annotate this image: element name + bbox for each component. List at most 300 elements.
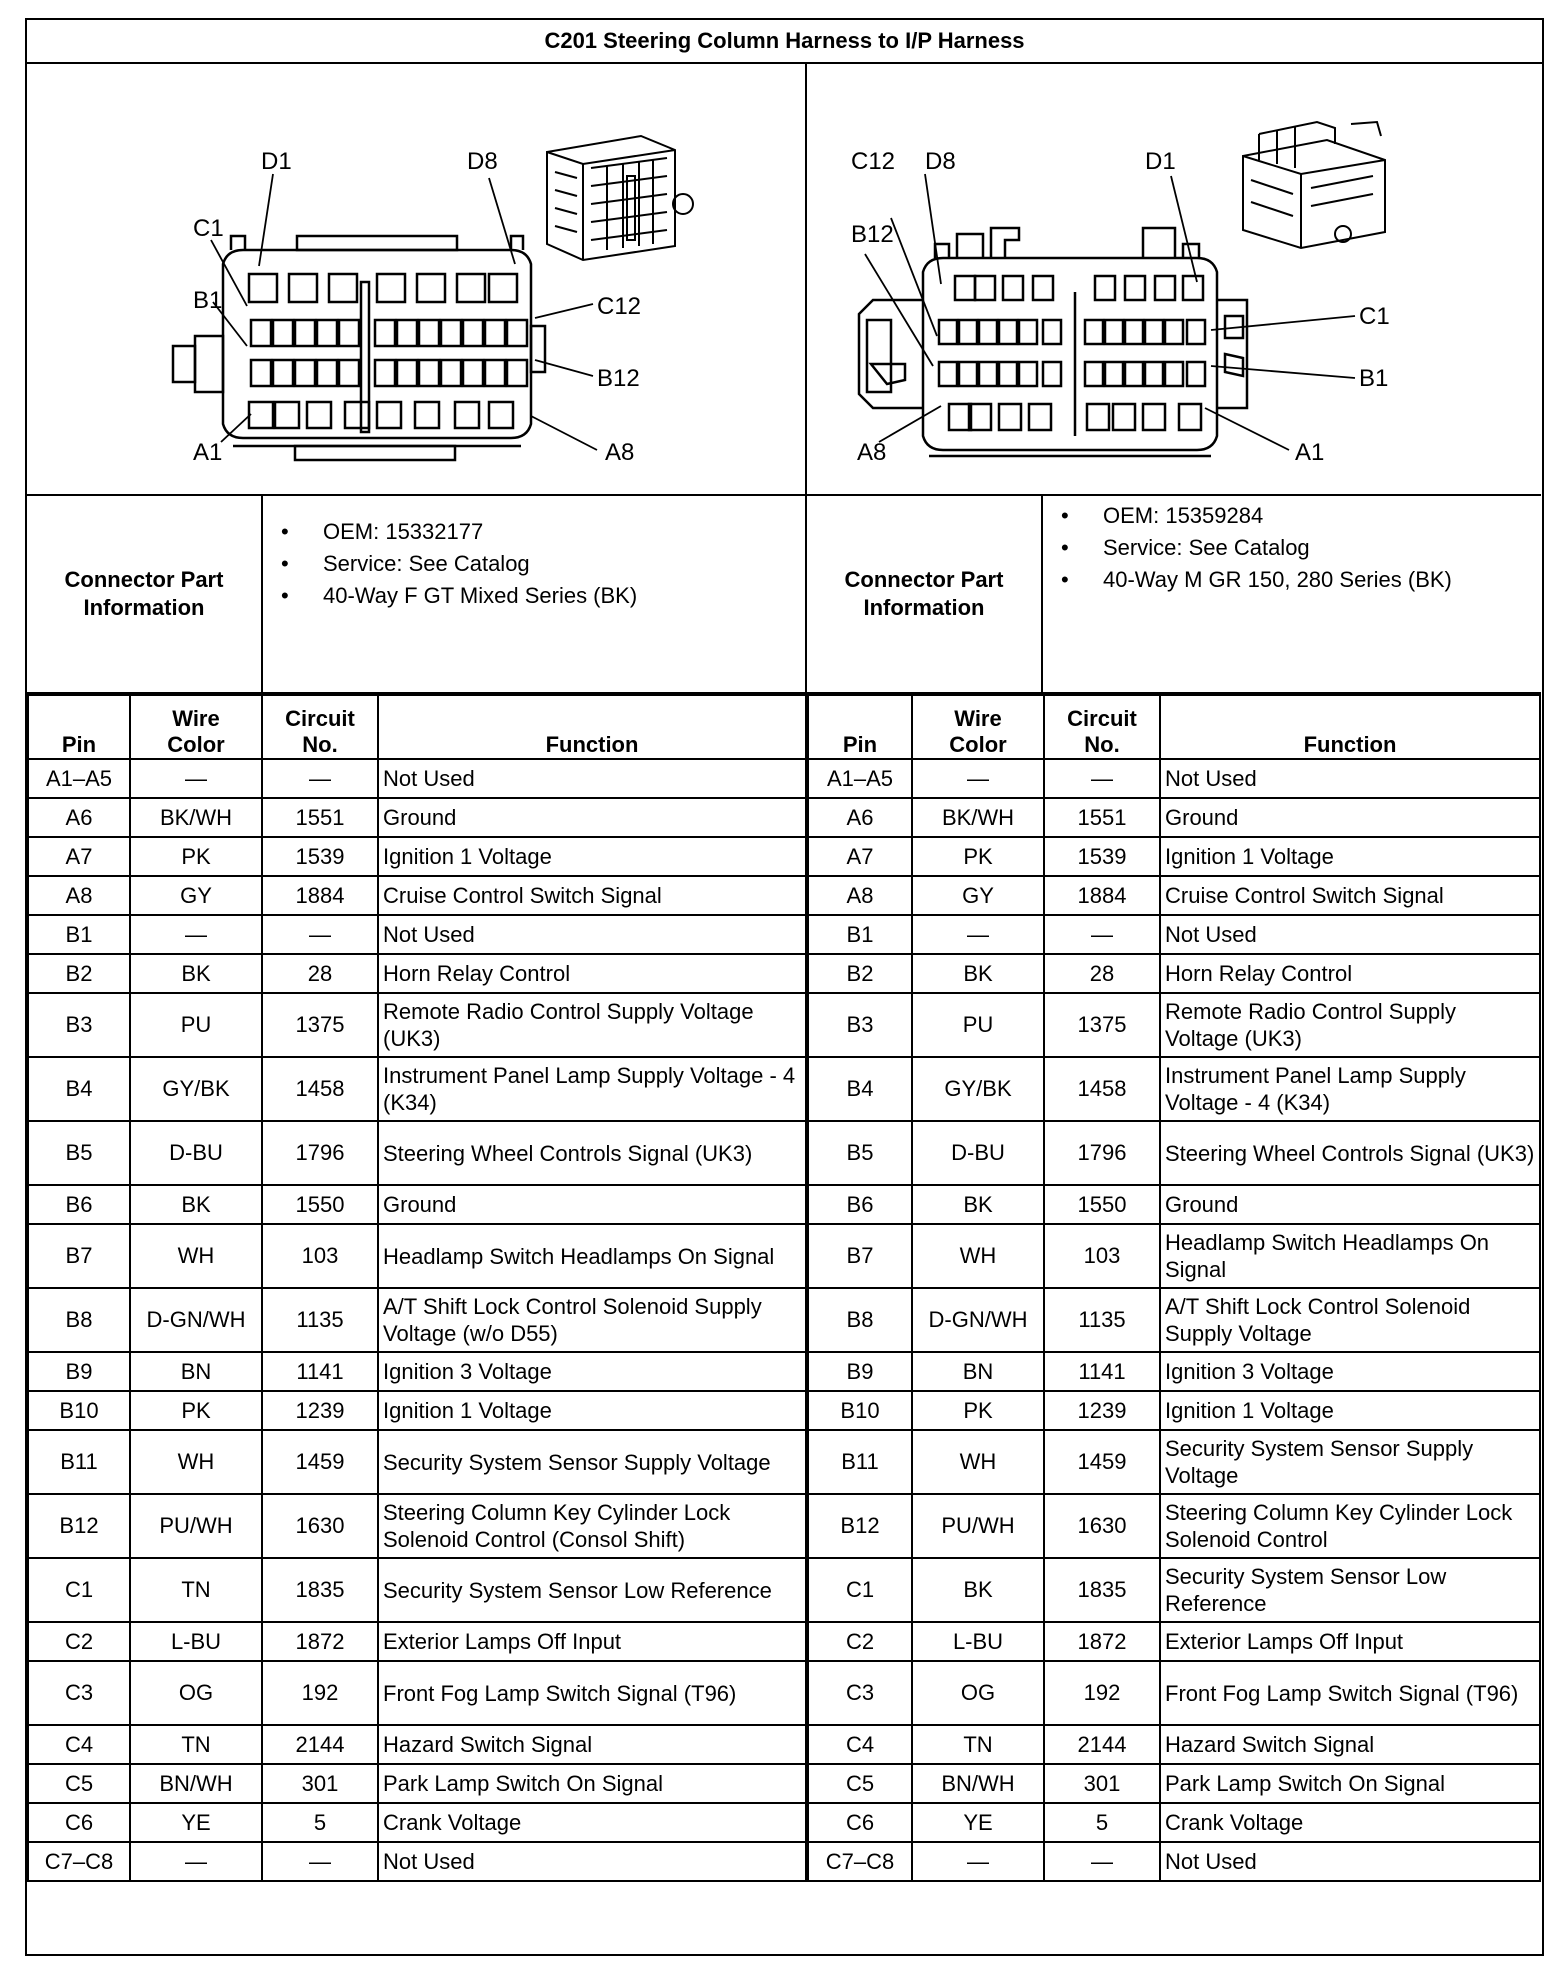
table-row [808, 1803, 1540, 1842]
table-row [28, 1057, 806, 1121]
r-cavity-d6 [1125, 276, 1145, 300]
cavity-d1 [249, 274, 277, 302]
left-connector-diagram [27, 64, 807, 494]
right-pin-cell: C6 [808, 1803, 912, 1842]
right-pin-cell: C7–C8 [808, 1842, 912, 1881]
right-function-cell: Ground [1160, 798, 1540, 837]
left-function-cell: Hazard Switch Signal [378, 1725, 806, 1764]
left-pin-cell: A1–A5 [28, 759, 130, 798]
left-function-cell: Remote Radio Control Supply Voltage (UK3) [378, 993, 806, 1057]
pin-label-b12: B12 [597, 365, 640, 392]
left-circuit-cell: 1796 [262, 1121, 378, 1185]
left-circuit-cell: — [262, 915, 378, 954]
right-circuit-cell: 2144 [1044, 1725, 1160, 1764]
left-function-cell: Ignition 1 Voltage [378, 1391, 806, 1430]
right-function-cell: Hazard Switch Signal [1160, 1725, 1540, 1764]
right-function-cell: Security System Sensor Supply Voltage [1160, 1430, 1540, 1494]
left-circuit-cell: 301 [262, 1764, 378, 1803]
r-pin-label-b12: B12 [851, 221, 894, 248]
table-row [28, 1842, 806, 1881]
table-row [808, 1661, 1540, 1725]
r-cavity-c4 [999, 320, 1017, 344]
cavity-c12 [507, 320, 527, 346]
table-row [28, 1725, 806, 1764]
table-row [808, 798, 1540, 837]
left-function-cell: Ignition 3 Voltage [378, 1352, 806, 1391]
right-pin-cell: B12 [808, 1494, 912, 1558]
right-circuit-cell: 1630 [1044, 1494, 1160, 1558]
left-pin-cell: B1 [28, 915, 130, 954]
cavity-d3 [329, 274, 357, 302]
r-cavity-d3 [1003, 276, 1023, 300]
left-header-circuit-l2: No. [302, 732, 338, 757]
left-circuit-cell: 1239 [262, 1391, 378, 1430]
r-cavity-b8 [1105, 362, 1123, 386]
right-wire-color-cell: BN [912, 1352, 1044, 1391]
right-circuit-cell: 301 [1044, 1764, 1160, 1803]
left-function-cell: Ignition 1 Voltage [378, 837, 806, 876]
r-cavity-b10 [1145, 362, 1163, 386]
cavity-a5 [377, 402, 401, 428]
right-pin-cell: B1 [808, 915, 912, 954]
right-header-circuit [1044, 695, 1160, 759]
r-cavity-a5 [1087, 404, 1109, 430]
left-function-cell: A/T Shift Lock Control Solenoid Supply Voltage (w/o D55) [378, 1288, 806, 1352]
left-circuit-cell: 1630 [262, 1494, 378, 1558]
table-row [808, 1622, 1540, 1661]
right-wire-color-cell: PU/WH [912, 1494, 1044, 1558]
cavity-a4 [345, 402, 369, 428]
right-wire-color-cell: TN [912, 1725, 1044, 1764]
left-pin-cell: B7 [28, 1224, 130, 1288]
r-cavity-b7 [1085, 362, 1103, 386]
right-header-pin: Pin [808, 695, 912, 759]
table-row [808, 837, 1540, 876]
table-row [28, 1622, 806, 1661]
right-wire-color-cell: BK/WH [912, 798, 1044, 837]
table-row [808, 1224, 1540, 1288]
right-wire-color-cell: BK [912, 1558, 1044, 1622]
right-header-function: Function [1160, 695, 1540, 759]
r-cavity-d4 [1033, 276, 1053, 300]
table-row [28, 837, 806, 876]
left-wire-color-cell: — [130, 759, 262, 798]
r-cavity-a8 [1179, 404, 1201, 430]
right-wire-color-cell: BK [912, 1185, 1044, 1224]
left-pin-cell: C4 [28, 1725, 130, 1764]
table-row [28, 1494, 806, 1558]
r-pin-label-d8: D8 [925, 148, 956, 175]
cavity-d4 [377, 274, 405, 302]
right-function-cell: Not Used [1160, 915, 1540, 954]
left-header-function: Function [378, 695, 806, 759]
right-info-description: • 40-Way M GR 150, 280 Series (BK) [1047, 564, 1517, 596]
r-cavity-d5 [1095, 276, 1115, 300]
left-function-cell: Not Used [378, 1842, 806, 1881]
left-wire-color-cell: BK [130, 954, 262, 993]
r-cavity-b1 [939, 362, 957, 386]
right-function-cell: Remote Radio Control Supply Voltage (UK3) [1160, 993, 1540, 1057]
r-cavity-d2 [975, 276, 995, 300]
left-pin-cell: C6 [28, 1803, 130, 1842]
left-wire-color-cell: L-BU [130, 1622, 262, 1661]
left-header-circuit-l1: Circuit [285, 706, 355, 731]
left-connector-panel [27, 64, 807, 496]
r-cavity-c8 [1105, 320, 1123, 344]
cavity-d6 [457, 274, 485, 302]
right-pin-cell: A8 [808, 876, 912, 915]
left-connector-cavities [249, 274, 527, 428]
left-info-oem: • OEM: 15332177 [267, 516, 787, 548]
left-circuit-cell: 2144 [262, 1725, 378, 1764]
table-row [808, 1185, 1540, 1224]
right-header-circuit-l1: Circuit [1067, 706, 1137, 731]
table-row [28, 1121, 806, 1185]
cavity-b6 [375, 360, 395, 386]
r-cavity-a4 [1029, 404, 1051, 430]
left-wire-color-cell: OG [130, 1661, 262, 1725]
left-info-description: • 40-Way F GT Mixed Series (BK) [267, 580, 787, 612]
table-row [808, 915, 1540, 954]
left-function-cell: Ground [378, 1185, 806, 1224]
r-cavity-b2 [959, 362, 977, 386]
left-pin-cell: B2 [28, 954, 130, 993]
right-wire-color-cell: PK [912, 1391, 1044, 1430]
right-function-cell: Security System Sensor Low Reference [1160, 1558, 1540, 1622]
r-cavity-b12 [1187, 362, 1205, 386]
left-pin-cell: B8 [28, 1288, 130, 1352]
right-circuit-cell: 1539 [1044, 837, 1160, 876]
table-row [28, 1661, 806, 1725]
cavity-b11 [485, 360, 505, 386]
right-pin-cell: B8 [808, 1288, 912, 1352]
right-circuit-cell: 1872 [1044, 1622, 1160, 1661]
right-wire-color-cell: PU [912, 993, 1044, 1057]
r-pin-label-a1: A1 [1295, 439, 1325, 466]
right-function-cell: Instrument Panel Lamp Supply Voltage - 4 (K34) [1160, 1057, 1540, 1121]
right-wire-color-cell: — [912, 915, 1044, 954]
left-connector-illustration [547, 136, 693, 260]
left-function-cell: Exterior Lamps Off Input [378, 1622, 806, 1661]
left-circuit-cell: 1459 [262, 1430, 378, 1494]
left-function-cell: Not Used [378, 759, 806, 798]
right-pin-cell: A6 [808, 798, 912, 837]
r-leader-c1 [1211, 316, 1355, 330]
left-wire-color-cell: PU [130, 993, 262, 1057]
left-header-circuit [262, 695, 378, 759]
cavity-a3 [307, 402, 331, 428]
right-function-cell: Not Used [1160, 1842, 1540, 1881]
cavity-c7 [397, 320, 417, 346]
left-circuit-cell: 1551 [262, 798, 378, 837]
cavity-d7 [489, 274, 517, 302]
cavity-b1 [251, 360, 271, 386]
right-function-cell: Park Lamp Switch On Signal [1160, 1764, 1540, 1803]
r-cavity-c1 [939, 320, 957, 344]
r-cavity-c9 [1125, 320, 1143, 344]
right-function-cell: Horn Relay Control [1160, 954, 1540, 993]
left-wire-color-cell: BK [130, 1185, 262, 1224]
left-function-cell: Ground [378, 798, 806, 837]
right-function-cell: Steering Wheel Controls Signal (UK3) [1160, 1121, 1540, 1185]
cavity-a2 [275, 402, 299, 428]
right-circuit-cell: 1551 [1044, 798, 1160, 837]
right-circuit-cell: 103 [1044, 1224, 1160, 1288]
left-wire-color-cell: PK [130, 837, 262, 876]
right-pinout-table [807, 694, 1541, 1882]
cavity-b4 [317, 360, 337, 386]
right-wire-color-cell: YE [912, 1803, 1044, 1842]
right-info-title-line1: Connector Part [844, 567, 1004, 592]
cavity-b10 [463, 360, 483, 386]
leader-c12 [535, 304, 593, 318]
right-circuit-cell: 1835 [1044, 1558, 1160, 1622]
table-row [808, 1764, 1540, 1803]
leader-b12 [535, 360, 593, 376]
right-pin-cell: C2 [808, 1622, 912, 1661]
cavity-b12 [507, 360, 527, 386]
right-pin-cell: B10 [808, 1391, 912, 1430]
left-wire-color-cell: D-GN/WH [130, 1288, 262, 1352]
left-wire-color-cell: — [130, 915, 262, 954]
r-pin-label-c1: C1 [1359, 303, 1390, 330]
left-wire-color-cell: GY [130, 876, 262, 915]
cavity-b8 [419, 360, 439, 386]
r-pin-label-b1: B1 [1359, 365, 1389, 392]
right-circuit-cell: 1796 [1044, 1121, 1160, 1185]
r-leader-b1 [1211, 366, 1355, 378]
r-pin-label-c12: C12 [851, 148, 896, 175]
r-cavity-a6 [1113, 404, 1135, 430]
right-wire-color-cell: BN/WH [912, 1764, 1044, 1803]
left-circuit-cell: 1458 [262, 1057, 378, 1121]
r-cavity-b6 [1043, 362, 1061, 386]
table-row [28, 1803, 806, 1842]
left-wire-color-cell: TN [130, 1725, 262, 1764]
left-function-cell: Not Used [378, 915, 806, 954]
left-pin-cell: B3 [28, 993, 130, 1057]
right-connector-illustration [1243, 122, 1385, 248]
right-pin-cell: C1 [808, 1558, 912, 1622]
r-leader-c12 [891, 218, 937, 336]
right-function-cell: Ignition 3 Voltage [1160, 1352, 1540, 1391]
right-circuit-cell: 1141 [1044, 1352, 1160, 1391]
right-function-cell: Ignition 1 Voltage [1160, 1391, 1540, 1430]
right-pin-cell: B9 [808, 1352, 912, 1391]
table-row [808, 1352, 1540, 1391]
right-wire-color-cell: — [912, 759, 1044, 798]
right-wire-color-cell: D-GN/WH [912, 1288, 1044, 1352]
right-pin-cell: B6 [808, 1185, 912, 1224]
right-pin-cell: B7 [808, 1224, 912, 1288]
left-wire-color-cell: BK/WH [130, 798, 262, 837]
right-connector-panel [807, 64, 1541, 496]
left-circuit-cell: 1884 [262, 876, 378, 915]
right-function-cell: Cruise Control Switch Signal [1160, 876, 1540, 915]
right-header-wire-color-l2: Color [949, 732, 1007, 757]
pin-label-a1: A1 [193, 439, 223, 466]
right-function-cell: Ground [1160, 1185, 1540, 1224]
cavity-c6 [375, 320, 395, 346]
r-pin-label-d1: D1 [1145, 148, 1176, 175]
right-wire-color-cell: PK [912, 837, 1044, 876]
table-row [28, 1352, 806, 1391]
cavity-c8 [419, 320, 439, 346]
r-cavity-b5 [1019, 362, 1037, 386]
right-function-cell: A/T Shift Lock Control Solenoid Supply Voltage [1160, 1288, 1540, 1352]
right-connector-cavities [939, 276, 1205, 430]
right-info-oem: • OEM: 15359284 [1047, 500, 1517, 532]
right-circuit-cell: — [1044, 915, 1160, 954]
right-wire-color-cell: WH [912, 1224, 1044, 1288]
cavity-d5 [417, 274, 445, 302]
left-circuit-cell: 1872 [262, 1622, 378, 1661]
left-pin-cell: C1 [28, 1558, 130, 1622]
right-circuit-cell: 5 [1044, 1803, 1160, 1842]
right-circuit-cell: 1239 [1044, 1391, 1160, 1430]
left-function-cell: Front Fog Lamp Switch Signal (T96) [378, 1661, 806, 1725]
right-header-wire-color-l1: Wire [954, 706, 1002, 731]
left-pin-cell: B5 [28, 1121, 130, 1185]
left-pin-cell: A8 [28, 876, 130, 915]
left-circuit-cell: — [262, 759, 378, 798]
left-pin-cell: C3 [28, 1661, 130, 1725]
left-pin-cell: B6 [28, 1185, 130, 1224]
left-circuit-cell: 103 [262, 1224, 378, 1288]
leader-a8 [531, 416, 597, 450]
right-circuit-cell: 1135 [1044, 1288, 1160, 1352]
right-pin-cell: C3 [808, 1661, 912, 1725]
right-circuit-cell: — [1044, 1842, 1160, 1881]
right-header-circuit-l2: No. [1084, 732, 1120, 757]
right-function-cell: Headlamp Switch Headlamps On Signal [1160, 1224, 1540, 1288]
right-pin-cell: B3 [808, 993, 912, 1057]
right-table-body [808, 759, 1540, 1881]
cavity-c3 [295, 320, 315, 346]
left-function-cell: Steering Wheel Controls Signal (UK3) [378, 1121, 806, 1185]
right-wire-color-cell: GY [912, 876, 1044, 915]
r-cavity-c5 [1019, 320, 1037, 344]
right-pin-cell: B5 [808, 1121, 912, 1185]
pin-label-c1: C1 [193, 215, 224, 242]
right-pin-cell: B11 [808, 1430, 912, 1494]
r-pin-label-a8: A8 [857, 439, 887, 466]
right-wire-color-cell: OG [912, 1661, 1044, 1725]
left-circuit-cell: 192 [262, 1661, 378, 1725]
r-cavity-d8 [1183, 276, 1203, 300]
left-table-header [28, 695, 806, 759]
right-info-title [807, 496, 1043, 692]
left-circuit-cell: 5 [262, 1803, 378, 1842]
r-cavity-b4 [999, 362, 1017, 386]
right-wire-color-cell: GY/BK [912, 1057, 1044, 1121]
table-row [808, 954, 1540, 993]
table-row [808, 1391, 1540, 1430]
r-cavity-a2 [969, 404, 991, 430]
r-cavity-c7 [1085, 320, 1103, 344]
right-header-wire-color [912, 695, 1044, 759]
table-row [808, 1057, 1540, 1121]
cavity-c10 [463, 320, 483, 346]
table-row [28, 915, 806, 954]
table-row [808, 876, 1540, 915]
pin-label-b1: B1 [193, 287, 223, 314]
cavity-b3 [295, 360, 315, 386]
r-leader-d8 [925, 174, 941, 284]
left-pinout-table [27, 694, 807, 1882]
left-header-wire-color-l2: Color [167, 732, 225, 757]
left-pin-cell: B11 [28, 1430, 130, 1494]
left-wire-color-cell: YE [130, 1803, 262, 1842]
right-pin-cell: B2 [808, 954, 912, 993]
left-function-cell: Headlamp Switch Headlamps On Signal [378, 1224, 806, 1288]
table-row [808, 993, 1540, 1057]
r-cavity-c11 [1165, 320, 1183, 344]
right-function-cell: Exterior Lamps Off Input [1160, 1622, 1540, 1661]
left-wire-color-cell: — [130, 1842, 262, 1881]
cavity-c2 [273, 320, 293, 346]
left-wire-color-cell: BN/WH [130, 1764, 262, 1803]
right-circuit-cell: 192 [1044, 1661, 1160, 1725]
table-row [28, 954, 806, 993]
left-wire-color-cell: PU/WH [130, 1494, 262, 1558]
left-circuit-cell: — [262, 1842, 378, 1881]
cavity-a7 [455, 402, 479, 428]
left-circuit-cell: 1835 [262, 1558, 378, 1622]
table-row [28, 1558, 806, 1622]
left-pin-cell: C7–C8 [28, 1842, 130, 1881]
cavity-c9 [441, 320, 461, 346]
right-wire-color-cell: WH [912, 1430, 1044, 1494]
page-title: C201 Steering Column Harness to I/P Harness [27, 20, 1542, 64]
left-function-cell: Security System Sensor Low Reference [378, 1558, 806, 1622]
table-row [28, 876, 806, 915]
right-circuit-cell: 28 [1044, 954, 1160, 993]
r-cavity-c6 [1043, 320, 1061, 344]
right-pin-cell: A1–A5 [808, 759, 912, 798]
r-cavity-c3 [979, 320, 997, 344]
right-info-service: • Service: See Catalog [1047, 532, 1517, 564]
left-circuit-cell: 1550 [262, 1185, 378, 1224]
table-row [808, 1430, 1540, 1494]
right-pin-cell: B4 [808, 1057, 912, 1121]
cavity-c11 [485, 320, 505, 346]
left-info-list [267, 516, 787, 612]
table-row [808, 759, 1540, 798]
left-pin-cell: C5 [28, 1764, 130, 1803]
r-leader-a8 [879, 406, 941, 442]
left-pin-cell: C2 [28, 1622, 130, 1661]
pin-label-a8: A8 [605, 439, 635, 466]
left-circuit-cell: 1141 [262, 1352, 378, 1391]
left-function-cell: Cruise Control Switch Signal [378, 876, 806, 915]
table-row [808, 1558, 1540, 1622]
right-wire-color-cell: — [912, 1842, 1044, 1881]
left-pin-cell: B10 [28, 1391, 130, 1430]
left-pin-cell: A6 [28, 798, 130, 837]
table-row [808, 1842, 1540, 1881]
left-header-wire-color [130, 695, 262, 759]
r-cavity-b9 [1125, 362, 1143, 386]
pin-label-d1: D1 [261, 148, 292, 175]
left-function-cell: Instrument Panel Lamp Supply Voltage - 4 (K34) [378, 1057, 806, 1121]
left-function-cell: Security System Sensor Supply Voltage [378, 1430, 806, 1494]
left-pin-cell: B4 [28, 1057, 130, 1121]
left-wire-color-cell: WH [130, 1430, 262, 1494]
left-header-pin: Pin [28, 695, 130, 759]
table-row [28, 759, 806, 798]
left-wire-color-cell: WH [130, 1224, 262, 1288]
